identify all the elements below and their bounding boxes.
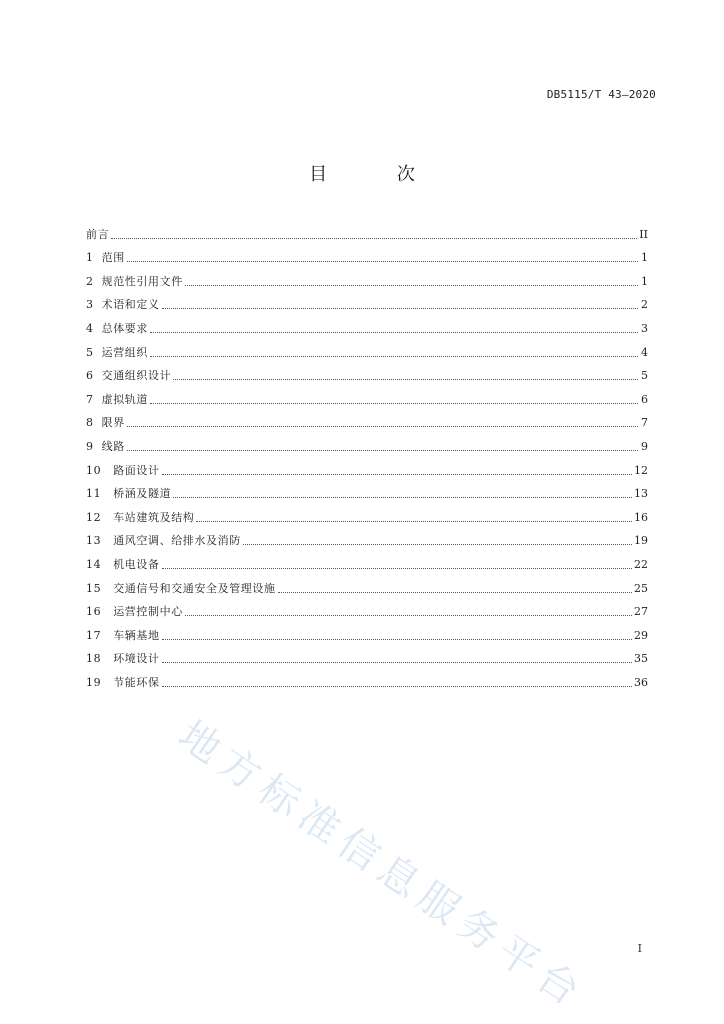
toc-leader-dots <box>111 237 637 239</box>
toc-entry-title: 规范性引用文件 <box>101 274 183 288</box>
watermark: 地方标准信息服务平台 <box>170 712 594 1019</box>
toc-title: 目 次 <box>309 164 447 185</box>
toc-entry-page: 13 <box>634 487 648 501</box>
toc-entry-number: 14 <box>86 557 102 571</box>
toc-entry-label <box>86 298 160 312</box>
toc-entry-page: 29 <box>634 628 648 642</box>
toc-entry-title: 总体要求 <box>101 321 149 335</box>
toc-entry[interactable] <box>86 336 648 360</box>
toc-entry-title: 限界 <box>101 416 125 430</box>
toc-entry-page: 5 <box>641 369 648 383</box>
toc-entry-number: 6 <box>86 369 94 383</box>
toc-entry-title: 前言 <box>86 227 110 241</box>
toc-entry[interactable] <box>86 501 648 525</box>
toc-entry-number: 15 <box>86 581 102 595</box>
toc-entry-number: 13 <box>86 534 102 548</box>
toc-entry-number: 19 <box>86 675 102 689</box>
toc-entry-label <box>86 511 194 525</box>
toc-entry-title: 交通组织设计 <box>101 369 172 383</box>
toc-leader-dots <box>196 520 632 522</box>
toc-entry-page: 27 <box>634 605 648 619</box>
toc-entry[interactable] <box>86 312 648 336</box>
toc-entry-page: 16 <box>634 510 648 524</box>
toc-entry-page: II <box>639 227 648 241</box>
toc-entry-title: 节能环保 <box>113 675 160 689</box>
toc-entry[interactable] <box>86 407 648 431</box>
toc-entry-number: 17 <box>86 628 102 642</box>
toc-entry[interactable] <box>86 643 648 667</box>
toc-entry[interactable] <box>86 596 648 620</box>
toc-leader-dots <box>162 661 632 663</box>
toc-entry[interactable] <box>86 289 648 313</box>
toc-entry-page: 36 <box>634 675 648 689</box>
toc-entry-number: 2 <box>86 274 94 288</box>
toc-entry-page: 9 <box>641 439 648 453</box>
toc-entry-title: 机电设备 <box>113 557 160 571</box>
toc-leader-dots <box>150 331 638 333</box>
toc-entry-title: 术语和定义 <box>101 298 160 312</box>
toc-entry-label <box>86 652 160 666</box>
toc-entry-label <box>86 676 160 690</box>
toc-leader-dots <box>173 378 638 380</box>
toc-entry-number: 5 <box>86 345 94 359</box>
toc-leader-dots <box>162 685 632 687</box>
toc-leader-dots <box>185 284 638 286</box>
toc-entry[interactable] <box>86 242 648 266</box>
toc-entry-label <box>86 487 171 501</box>
toc-entry-number: 10 <box>86 463 102 477</box>
page-number: I <box>637 942 642 955</box>
toc-entry-page: 4 <box>641 345 648 359</box>
toc-entry-number: 3 <box>86 298 94 312</box>
toc-entry[interactable] <box>86 666 648 690</box>
toc-entry-page: 7 <box>641 416 648 430</box>
toc-entry-label <box>86 322 148 336</box>
toc-leader-dots <box>162 638 632 640</box>
toc-entry-label <box>86 393 148 407</box>
toc-entry-label <box>86 369 171 383</box>
toc-leader-dots <box>150 355 638 357</box>
toc-entry-title: 车辆基地 <box>113 628 160 642</box>
toc-entry-label <box>86 346 148 360</box>
toc-leader-dots <box>127 425 638 427</box>
toc-entry-number: 8 <box>86 416 94 430</box>
toc-entry-page: 6 <box>641 392 648 406</box>
toc-entry-number: 16 <box>86 605 102 619</box>
toc-leader-dots <box>162 473 632 475</box>
toc-entry-title: 路面设计 <box>113 463 160 477</box>
toc-leader-dots <box>162 567 632 569</box>
toc-entry-number: 12 <box>86 510 102 524</box>
toc-entry-title: 范围 <box>101 251 125 265</box>
toc-entry-number: 11 <box>86 487 102 501</box>
toc-entry-label <box>86 228 109 242</box>
toc-entry-title: 通风空调、给排水及消防 <box>113 534 241 548</box>
toc-entry-title: 运营组织 <box>101 345 149 359</box>
toc-entry-title: 环境设计 <box>113 652 160 666</box>
toc-entry-number: 9 <box>86 439 94 453</box>
toc-entry[interactable] <box>86 383 648 407</box>
toc-leader-dots <box>127 260 638 262</box>
toc-entry-label <box>86 416 125 430</box>
toc-entry-page: 35 <box>634 652 648 666</box>
toc-entry-page: 1 <box>641 274 648 288</box>
toc-leader-dots <box>278 591 632 593</box>
toc-leader-dots <box>243 543 632 545</box>
toc-entry-label <box>86 440 125 454</box>
toc-entry[interactable] <box>86 265 648 289</box>
toc-entry-page: 1 <box>641 251 648 265</box>
toc-entry-title: 运营控制中心 <box>113 605 183 619</box>
toc-entry-number: 4 <box>86 321 94 335</box>
toc-entry-page: 22 <box>634 557 648 571</box>
toc-entry-label <box>86 275 183 289</box>
toc-entry-page: 25 <box>634 581 648 595</box>
toc-entry-page: 3 <box>641 321 648 335</box>
toc-entry[interactable] <box>86 218 648 242</box>
toc-entry[interactable] <box>86 360 648 384</box>
toc-entry[interactable] <box>86 619 648 643</box>
toc-entry-label <box>86 558 160 572</box>
toc-entry-page: 12 <box>634 463 648 477</box>
toc-entry[interactable] <box>86 430 648 454</box>
toc-entry-page: 19 <box>634 534 648 548</box>
toc-leader-dots <box>173 496 632 498</box>
toc-entry-label <box>86 629 160 643</box>
toc-entry-label <box>86 605 183 619</box>
toc-entry-label <box>86 534 241 548</box>
table-of-contents <box>86 218 648 690</box>
toc-leader-dots <box>150 402 638 404</box>
document-code: DB5115/T 43—2020 <box>546 88 656 101</box>
toc-entry-label <box>86 582 276 596</box>
toc-leader-dots <box>185 614 632 616</box>
toc-entry-number: 1 <box>86 251 94 265</box>
toc-entry-title: 车站建筑及结构 <box>113 510 195 524</box>
toc-entry-page: 2 <box>641 298 648 312</box>
toc-entry-title: 线路 <box>101 439 125 453</box>
toc-entry[interactable] <box>86 454 648 478</box>
toc-entry-title: 交通信号和交通安全及管理设施 <box>113 581 276 595</box>
toc-leader-dots <box>127 449 638 451</box>
toc-entry[interactable] <box>86 525 648 549</box>
toc-leader-dots <box>162 307 638 309</box>
toc-entry[interactable] <box>86 478 648 502</box>
toc-entry-number: 7 <box>86 392 94 406</box>
toc-entry-number: 18 <box>86 652 102 666</box>
toc-entry[interactable] <box>86 572 648 596</box>
toc-entry-title: 桥涵及隧道 <box>113 487 172 501</box>
toc-entry[interactable] <box>86 548 648 572</box>
toc-entry-label <box>86 251 125 265</box>
toc-entry-title: 虚拟轨道 <box>101 392 149 406</box>
toc-entry-label <box>86 464 160 478</box>
